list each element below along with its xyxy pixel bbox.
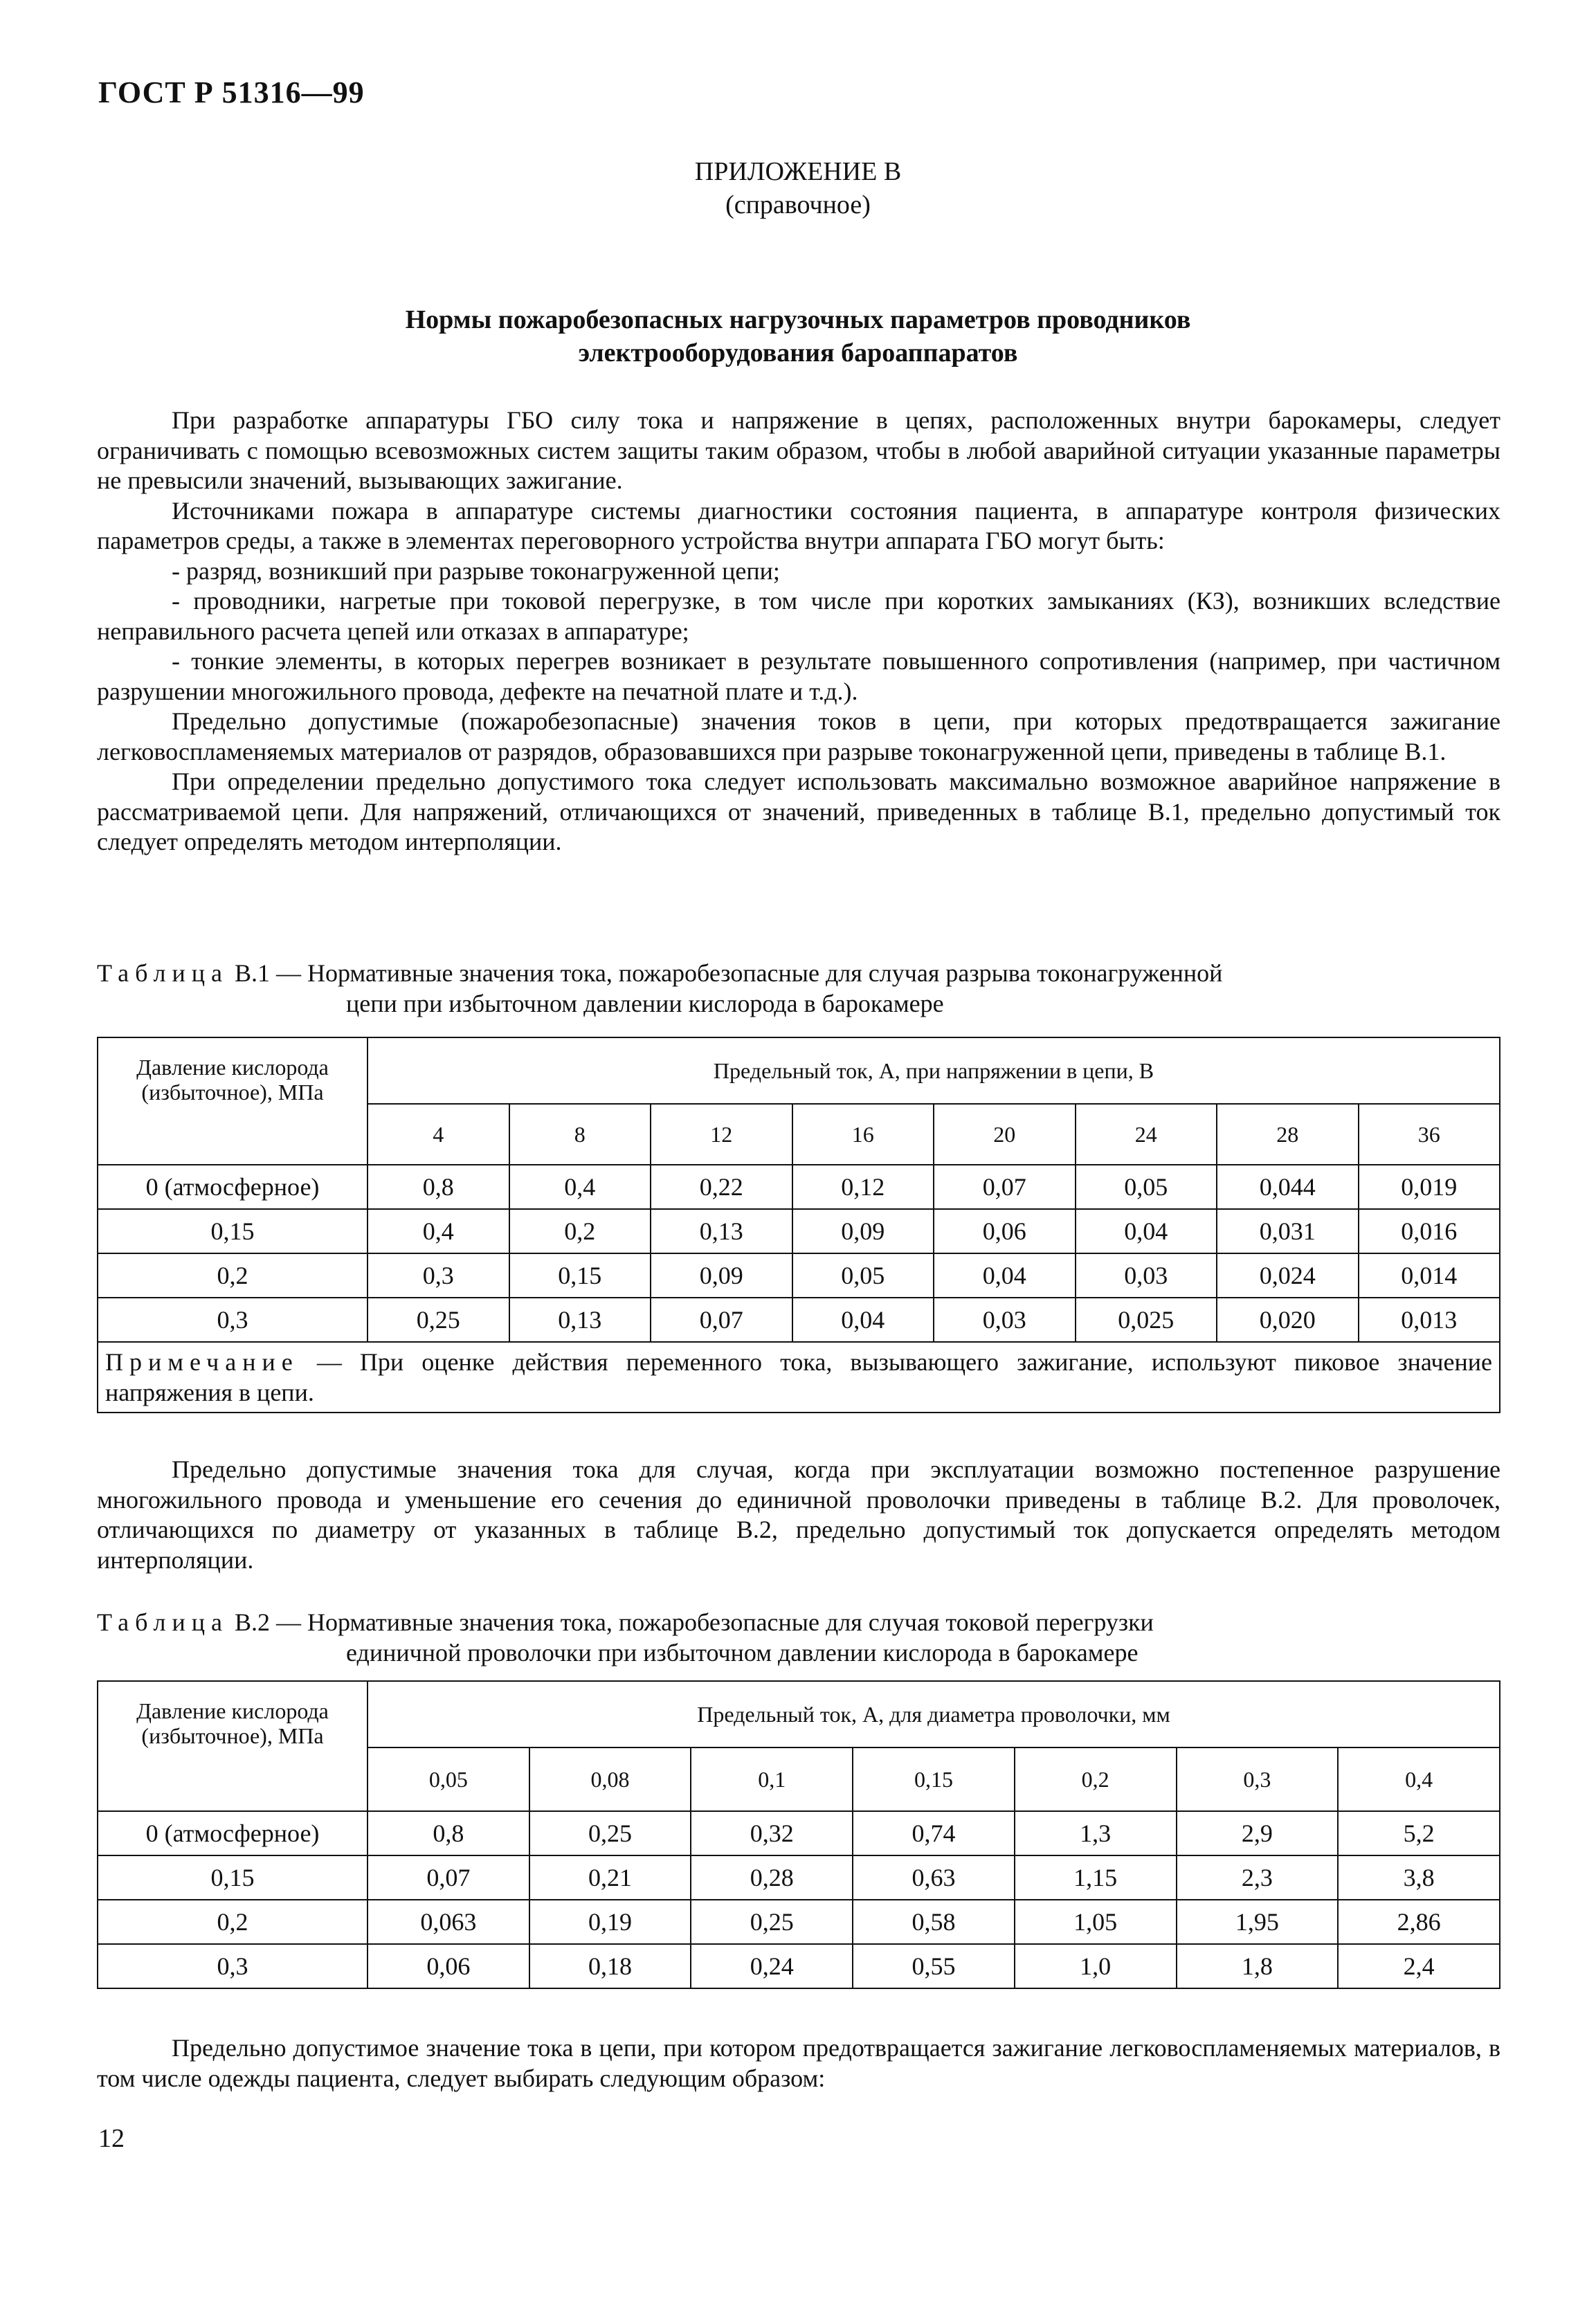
table-cell: 0,58 bbox=[853, 1900, 1015, 1944]
table-cell: 0,014 bbox=[1359, 1253, 1500, 1298]
table-cell: 0,03 bbox=[1076, 1253, 1217, 1298]
table-column-header: 0,1 bbox=[691, 1747, 853, 1811]
table-cell: 0,13 bbox=[651, 1209, 792, 1253]
table-column-header: 20 bbox=[934, 1104, 1076, 1165]
paragraph: Источниками пожара в аппаратуре системы диагностики состояния пациента, в аппаратуре контроля физических параметров среды, а также в элементах переговорного устройства внутри аппарата ГБО могут быть: bbox=[97, 496, 1500, 554]
table1 bbox=[97, 1037, 1500, 1413]
paragraph: Предельно допустимые значения тока для случая, когда при эксплуатации возможно постепенное разрушение многожильного провода и уменьшение его сечения до единичной проволочки приведены в таблице В.2. Для проволочек, отличающихся по диаметру от указанных в таблице В.2, предельно допустимый ток допускается определять методом интерполяции. bbox=[97, 1455, 1500, 1574]
closing-text bbox=[97, 2033, 1500, 2094]
paragraph: При определении предельно допустимого тока следует использовать максимально возможное аварийное напряжение в рассматриваемой цепи. Для напряжений, отличающихся от значений, приведенных в таблице В.1, предельно допустимый ток следует определять методом интерполяции. bbox=[97, 768, 1500, 855]
table-cell: 0,04 bbox=[792, 1298, 934, 1342]
list-item: - проводники, нагретые при токовой перегрузке, в том числе при коротких замыканиях (КЗ), возникших вследствие неправильного расчета цепей или отказах в аппаратуре; bbox=[97, 587, 1500, 645]
table-cell: 0,07 bbox=[368, 1855, 529, 1900]
table-cell: 0,2 bbox=[509, 1209, 651, 1253]
table-cell: 0,15 bbox=[509, 1253, 651, 1298]
table2-caption bbox=[97, 1607, 1500, 1668]
table-cell: 0,09 bbox=[792, 1209, 934, 1253]
standard-code: ГОСТ Р 51316—99 bbox=[98, 75, 365, 109]
table-note-word: Примечание bbox=[105, 1348, 299, 1376]
table-note-text: — При оценке действия переменного тока, вызывающего зажигание, используют пиковое значение напряжения в цепи. bbox=[105, 1348, 1492, 1406]
table-cell: 1,0 bbox=[1015, 1944, 1177, 1988]
table-column-header: 0,08 bbox=[529, 1747, 691, 1811]
table-row bbox=[98, 1944, 1500, 1988]
table-cell: 0,04 bbox=[1076, 1209, 1217, 1253]
table-cell: 0,016 bbox=[1359, 1209, 1500, 1253]
paragraph: При разработке аппаратуры ГБО силу тока и напряжение в цепях, расположенных внутри барокамеры, следует ограничивать с помощью всевозможных систем защиты таким образом, чтобы в любой аварийной ситуации указанные параметры не превысили значений, вызывающих зажигание. bbox=[97, 406, 1500, 494]
table-column-header: 24 bbox=[1076, 1104, 1217, 1165]
table-cell: 0,15 bbox=[98, 1855, 368, 1900]
table-cell: 5,2 bbox=[1338, 1811, 1500, 1855]
table-cell: 0,3 bbox=[98, 1298, 368, 1342]
table-cell: 2,4 bbox=[1338, 1944, 1500, 1988]
table-cell: 0,3 bbox=[98, 1944, 368, 1988]
table-row bbox=[98, 1209, 1500, 1253]
table-column-header: 8 bbox=[509, 1104, 651, 1165]
table-cell: 1,8 bbox=[1177, 1944, 1339, 1988]
table-row bbox=[98, 1298, 1500, 1342]
table-cell: 0,024 bbox=[1217, 1253, 1359, 1298]
table2 bbox=[97, 1680, 1500, 1989]
table-cell: 0 (атмосферное) bbox=[98, 1811, 368, 1855]
table-cell: 0,05 bbox=[1076, 1165, 1217, 1209]
table-cell: 0,04 bbox=[934, 1253, 1076, 1298]
table-cell: 0,63 bbox=[853, 1855, 1015, 1900]
table-cell: 0,09 bbox=[651, 1253, 792, 1298]
table-cell: 0,2 bbox=[98, 1253, 368, 1298]
table-row bbox=[98, 1253, 1500, 1298]
table-column-header: 16 bbox=[792, 1104, 934, 1165]
table-note-row bbox=[98, 1342, 1500, 1413]
table-column-header: 0,15 bbox=[853, 1747, 1015, 1811]
table-cell: 0,8 bbox=[368, 1165, 509, 1209]
table-cell: 0,55 bbox=[853, 1944, 1015, 1988]
table-cell: 0,07 bbox=[934, 1165, 1076, 1209]
list-item: - тонкие элементы, в которых перегрев возникает в результате повышенного сопротивления (например, при частичном разрушении многожильного провода, дефекте на печатной плате и т.д.). bbox=[97, 647, 1500, 705]
table-caption-word: Таблица bbox=[97, 1608, 228, 1636]
document-title-line1: Нормы пожаробезопасных нагрузочных параметров проводников bbox=[405, 305, 1191, 334]
table-cell: 0,15 bbox=[98, 1209, 368, 1253]
table-column-header: 28 bbox=[1217, 1104, 1359, 1165]
table-row bbox=[98, 1811, 1500, 1855]
table-cell: 0,25 bbox=[691, 1900, 853, 1944]
table-cell: 0,28 bbox=[691, 1855, 853, 1900]
middle-text bbox=[97, 1455, 1500, 1575]
table-cell: 0,06 bbox=[368, 1944, 529, 1988]
table-cell: 0,03 bbox=[934, 1298, 1076, 1342]
table-cell: 1,05 bbox=[1015, 1900, 1177, 1944]
table-cell: 0,22 bbox=[651, 1165, 792, 1209]
table1-caption bbox=[97, 958, 1500, 1019]
table-cell: 0,05 bbox=[792, 1253, 934, 1298]
table-cell: 2,86 bbox=[1338, 1900, 1500, 1944]
table-cell: 0,4 bbox=[509, 1165, 651, 1209]
table-cell: 0,32 bbox=[691, 1811, 853, 1855]
table-cell: 2,3 bbox=[1177, 1855, 1339, 1900]
table-cell: 0,020 bbox=[1217, 1298, 1359, 1342]
table-column-group-header: Предельный ток, А, при напряжении в цепи, В bbox=[368, 1037, 1500, 1104]
table-caption-word: Таблица bbox=[97, 959, 228, 987]
table-cell: 0,24 bbox=[691, 1944, 853, 1988]
table-row-header: Давление кислорода (избыточное), МПа bbox=[98, 1037, 368, 1165]
table-cell: 1,95 bbox=[1177, 1900, 1339, 1944]
table-column-header: 0,4 bbox=[1338, 1747, 1500, 1811]
table-cell: 0,8 bbox=[368, 1811, 529, 1855]
table-cell: 0,4 bbox=[368, 1209, 509, 1253]
table-column-header: 36 bbox=[1359, 1104, 1500, 1165]
table-note bbox=[98, 1342, 1500, 1413]
table-cell: 0,19 bbox=[529, 1900, 691, 1944]
table-cell: 0,06 bbox=[934, 1209, 1076, 1253]
table-cell: 0,063 bbox=[368, 1900, 529, 1944]
table-caption-text: единичной проволочки при избыточном давлении кислорода в барокамере bbox=[346, 1639, 1139, 1667]
table-cell: 1,15 bbox=[1015, 1855, 1177, 1900]
table-column-header: 0,05 bbox=[368, 1747, 529, 1811]
paragraph: Предельно допустимое значение тока в цепи, при котором предотвращается зажигание легковоспламеняемых материалов, в том числе одежды пациента, следует выбирать следующим образом: bbox=[97, 2034, 1500, 2092]
table-cell: 0,12 bbox=[792, 1165, 934, 1209]
appendix-title: ПРИЛОЖЕНИЕ В bbox=[694, 157, 902, 186]
table-cell: 3,8 bbox=[1338, 1855, 1500, 1900]
table-row-header: Давление кислорода (избыточное), МПа bbox=[98, 1681, 368, 1811]
table-caption-text: В.1 — Нормативные значения тока, пожаробезопасные для случая разрыва токонагруженной bbox=[228, 959, 1223, 987]
table-cell: 0,25 bbox=[368, 1298, 509, 1342]
document-title-line2: электрооборудования бароаппаратов bbox=[578, 338, 1018, 367]
table-row bbox=[98, 1165, 1500, 1209]
intro-text bbox=[97, 406, 1500, 857]
table-cell: 0 (атмосферное) bbox=[98, 1165, 368, 1209]
table-cell: 0,13 bbox=[509, 1298, 651, 1342]
table-caption-text: цепи при избыточном давлении кислорода в барокамере bbox=[346, 990, 944, 1017]
table-cell: 0,013 bbox=[1359, 1298, 1500, 1342]
table-caption-text: В.2 — Нормативные значения тока, пожаробезопасные для случая токовой перегрузки bbox=[228, 1608, 1154, 1636]
table-column-header: 12 bbox=[651, 1104, 792, 1165]
table-cell: 0,18 bbox=[529, 1944, 691, 1988]
table-cell: 0,031 bbox=[1217, 1209, 1359, 1253]
table-cell: 1,3 bbox=[1015, 1811, 1177, 1855]
paragraph: Предельно допустимые (пожаробезопасные) значения токов в цепи, при которых предотвращается зажигание легковоспламеняемых материалов от разрядов, образовавшихся при разрыве токонагруженной цепи, приведены в таблице В.1. bbox=[97, 707, 1500, 765]
table-column-group-header: Предельный ток, А, для диаметра проволочки, мм bbox=[368, 1681, 1500, 1747]
table-cell: 2,9 bbox=[1177, 1811, 1339, 1855]
table-cell: 0,2 bbox=[98, 1900, 368, 1944]
table-cell: 0,044 bbox=[1217, 1165, 1359, 1209]
table-cell: 0,019 bbox=[1359, 1165, 1500, 1209]
table-column-header: 0,2 bbox=[1015, 1747, 1177, 1811]
appendix-subtitle: (справочное) bbox=[725, 190, 871, 219]
table-cell: 0,07 bbox=[651, 1298, 792, 1342]
table-column-header: 0,3 bbox=[1177, 1747, 1339, 1811]
table-column-header: 4 bbox=[368, 1104, 509, 1165]
list-item: - разряд, возникший при разрыве токонагруженной цепи; bbox=[172, 556, 780, 585]
table-cell: 0,3 bbox=[368, 1253, 509, 1298]
appendix-heading bbox=[0, 155, 1596, 221]
document-title bbox=[0, 303, 1596, 370]
table-cell: 0,74 bbox=[853, 1811, 1015, 1855]
table-row bbox=[98, 1900, 1500, 1944]
page-number: 12 bbox=[98, 2124, 125, 2153]
table-cell: 0,025 bbox=[1076, 1298, 1217, 1342]
table-row bbox=[98, 1855, 1500, 1900]
table-cell: 0,25 bbox=[529, 1811, 691, 1855]
table-cell: 0,21 bbox=[529, 1855, 691, 1900]
